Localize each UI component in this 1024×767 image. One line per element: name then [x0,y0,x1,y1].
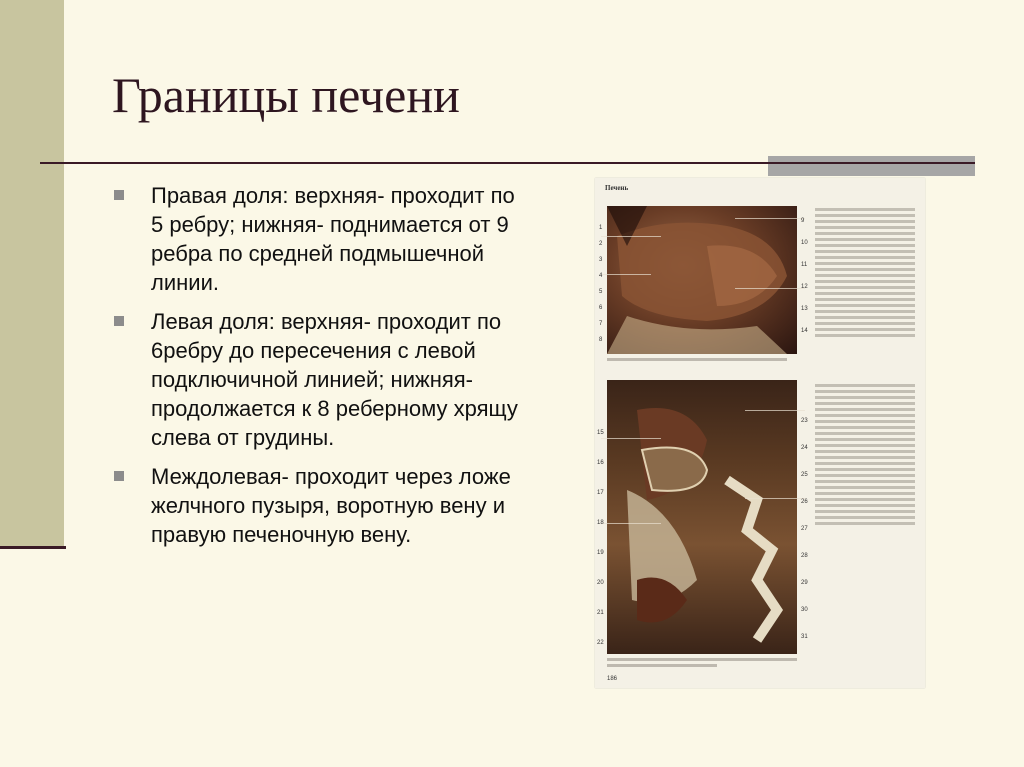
bullet-list [113,181,533,559]
bullet-item [113,307,533,452]
atlas-page-number: 186 [607,676,618,682]
bullet-item [113,462,533,549]
atlas-page-heading: Печень [605,184,629,192]
square-bullet-icon [114,471,124,481]
leader-line [735,288,805,289]
atlas-legend-top [815,208,915,340]
bullet-text: Правая доля: верхняя- проходит по 5 ребру; нижняя- поднимается от 9 ребра по средней подмышечной линии. [151,183,515,295]
square-bullet-icon [114,190,124,200]
atlas-right-numbers-bottom: 23 24 25 26 27 28 29 30 31 [801,418,808,640]
liver-sagittal-section-photo [607,380,797,654]
square-bullet-icon [114,316,124,326]
leader-line [601,438,661,439]
slide-title: Границы печени [112,67,460,123]
left-decorative-band [0,0,64,548]
liver-anterior-photo [607,206,797,354]
leader-line [601,274,651,275]
anatomy-atlas-image [595,178,925,688]
atlas-left-numbers-bottom: 15 16 17 18 19 20 21 22 [597,430,604,646]
leader-line [745,410,805,411]
atlas-legend-bottom [815,384,915,528]
sagittal-section-illustration [607,380,797,654]
title-divider-accent [768,156,975,176]
left-band-rule [0,546,66,549]
leader-line [601,523,661,524]
bullet-text: Междолевая- проходит через ложе желчного пузыря, воротную вену и правую печеночную вену. [151,464,511,547]
atlas-left-numbers-top: 1 2 3 4 5 6 7 8 [599,225,603,343]
leader-line [735,218,805,219]
atlas-caption-top [607,358,807,361]
atlas-caption-bottom [607,658,807,667]
atlas-right-numbers-top: 9 10 11 12 13 14 [801,218,808,334]
bullet-text: Левая доля: верхняя- проходит по 6ребру до пересечения с левой подключичной линией; нижняя- продолжается к 8 реберному хрящу слева от грудины. [151,309,518,450]
leader-line [745,498,805,499]
bullet-item [113,181,533,297]
liver-photo-illustration [607,206,797,354]
leader-line [601,236,661,237]
